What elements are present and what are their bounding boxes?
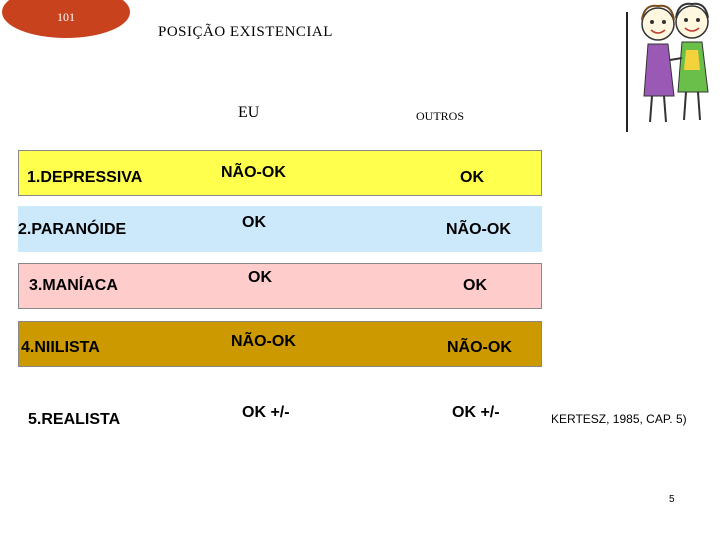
eu-value: OK [248,269,272,286]
reference-citation: KERTESZ, 1985, CAP. 5) [551,412,687,426]
outros-value: NÃO-OK [446,221,511,238]
row-label: 3.MANÍACA [29,277,118,294]
row-label: 4.NIILISTA [21,339,100,356]
slide-number: 101 [57,10,75,24]
row-label: 2.PARANÓIDE [18,221,127,238]
column-header-outros: OUTROS [416,109,465,123]
outros-value: OK [463,277,487,294]
outros-value: OK [460,169,484,186]
outros-value: OK +/- [452,404,500,421]
eu-value: NÃO-OK [231,333,296,350]
outros-value: NÃO-OK [447,339,512,356]
row-label: 1.DEPRESSIVA [27,169,143,186]
page-number: 5 [669,494,675,505]
eu-value: OK +/- [242,404,290,421]
table-row [18,263,542,309]
slide-number-badge [2,0,130,38]
eu-value: OK [242,214,266,231]
eu-value: NÃO-OK [221,164,286,181]
row-label: 5.REALISTA [28,411,121,428]
table-row [18,150,542,196]
slide-title: POSIÇÃO EXISTENCIAL [158,24,333,40]
table-row [18,321,542,367]
column-header-eu: EU [238,104,260,121]
two-friends-drawing-icon [628,0,720,132]
table-row [18,392,542,438]
table-row [18,206,542,252]
